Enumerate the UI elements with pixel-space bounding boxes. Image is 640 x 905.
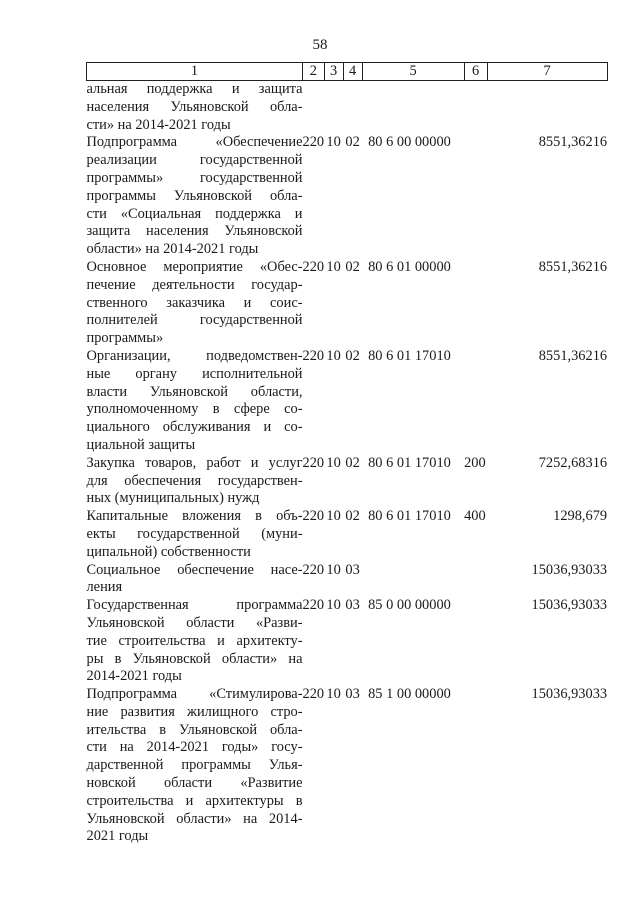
expense-type-code: [464, 686, 487, 846]
item-name-line: Капитальные вложения в объ-: [86, 508, 303, 525]
amount: 8551,36216: [538, 347, 608, 364]
item-name: [87, 348, 303, 455]
table-row: [87, 81, 608, 135]
ministry-code: 220: [302, 347, 325, 364]
item-name: [87, 134, 303, 259]
item-name-line: области» на 2014-2021 годы: [86, 241, 259, 258]
expense-type-code: [464, 348, 487, 455]
section-code: 10: [326, 454, 341, 471]
item-name-line: Подпрограмма «Стимулирова-: [86, 686, 303, 703]
expense-type-code: [464, 597, 487, 686]
item-name-line: Организации, подведомствен-: [86, 347, 303, 364]
header-col-7: 7: [487, 63, 607, 81]
item-name-line: ры в Ульяновской области» на: [86, 650, 303, 667]
item-name-line: строительства и архитектуры в: [86, 792, 303, 809]
item-name-line: сти» на 2014-2021 годы: [86, 116, 231, 133]
item-name-line: Закупка товаров, работ и услуг: [86, 454, 303, 471]
ministry-code: 220: [302, 561, 325, 578]
item-name-line: ные органу исполнительной: [86, 365, 303, 382]
target-article-code: 85 1 00 00000: [368, 686, 451, 703]
header-col-1: 1: [87, 63, 303, 81]
subsection-code: 03: [345, 597, 360, 614]
expense-type-code: [464, 81, 487, 135]
item-name-line: 2021 годы: [86, 828, 149, 845]
amount: 8551,36216: [538, 134, 608, 151]
table-row: [87, 686, 608, 846]
table-row: [87, 134, 608, 259]
expense-type-code: [464, 562, 487, 598]
amount: 15036,93033: [531, 686, 608, 703]
amount: 8551,36216: [538, 258, 608, 275]
subsection-code: 02: [345, 134, 360, 151]
table-row: [87, 348, 608, 455]
expense-type-code: [464, 259, 487, 348]
expense-type-code: 200: [464, 454, 486, 471]
target-article-code: 80 6 01 17010: [368, 454, 451, 471]
subsection-code: 02: [345, 508, 360, 525]
item-name-line: тие строительства и архитекту-: [86, 632, 303, 649]
target-article-code: [362, 562, 464, 598]
item-name-line: печение деятельности государ-: [86, 276, 303, 293]
item-name-line: ительства в Ульяновской обла-: [86, 721, 303, 738]
item-name-line: циального обслуживания и со-: [86, 419, 303, 436]
item-name: [87, 81, 303, 135]
expense-type-code: [464, 134, 487, 259]
ministry-code: 220: [302, 454, 325, 471]
ministry-code: 220: [302, 134, 325, 151]
amount: [487, 81, 607, 135]
item-name-line: населения Ульяновской обла-: [86, 98, 303, 115]
section-code: [324, 81, 343, 135]
section-code: 10: [326, 347, 341, 364]
item-name-line: сти «Социальная поддержка и: [86, 205, 303, 222]
item-name-line: ственного заказчика и соис-: [86, 294, 303, 311]
item-name-line: уполномоченному в сфере со-: [86, 401, 303, 418]
item-name-line: 2014-2021 годы: [86, 668, 182, 685]
item-name-line: защита населения Ульяновской: [86, 223, 303, 240]
subsection-code: 03: [345, 686, 360, 703]
item-name: [87, 597, 303, 686]
header-row: [87, 63, 608, 81]
item-name-line: новской области «Развитие: [86, 775, 303, 792]
item-name-line: программы Ульяновской обла-: [86, 187, 303, 204]
item-name-line: Ульяновской области» на 2014-: [86, 810, 303, 827]
target-article-code: [362, 81, 464, 135]
item-name-line: сти на 2014-2021 годы» госу-: [86, 739, 303, 756]
amount: 15036,93033: [531, 597, 608, 614]
subsection-code: 02: [345, 258, 360, 275]
header-col-3: 3: [324, 63, 343, 81]
item-name-line: ципальной) собственности: [86, 543, 251, 560]
amount: 1298,679: [553, 508, 608, 525]
section-code: 10: [326, 508, 341, 525]
ministry-code: 220: [302, 686, 325, 703]
item-name-line: ных (муниципальных) нужд: [86, 490, 260, 507]
item-name-line: Основное мероприятие «Обес-: [86, 258, 303, 275]
target-article-code: 85 0 00 00000: [368, 597, 451, 614]
item-name-line: для обеспечения государствен-: [86, 472, 303, 489]
target-article-code: 80 6 01 17010: [368, 347, 451, 364]
ministry-code: 220: [302, 508, 325, 525]
target-article-code: 80 6 00 00000: [368, 134, 451, 151]
item-name-line: власти Ульяновской области,: [86, 383, 303, 400]
item-name-line: Ульяновской области «Разви-: [86, 614, 303, 631]
table-row: [87, 562, 608, 598]
item-name-line: Социальное обеспечение насе-: [86, 561, 303, 578]
item-name-line: Подпрограмма «Обеспечение: [86, 134, 303, 151]
item-name-line: программы» государственной: [86, 169, 303, 186]
header-col-6: 6: [464, 63, 487, 81]
amount: 7252,68316: [538, 454, 608, 471]
subsection-code: [343, 81, 362, 135]
item-name-line: ние развития жилищного стро-: [86, 703, 303, 720]
ministry-code: 220: [302, 258, 325, 275]
subsection-code: 03: [345, 561, 360, 578]
item-name-line: альная поддержка и защита: [86, 81, 303, 97]
budget-table: [86, 62, 608, 846]
table-row: [87, 455, 608, 508]
section-code: 10: [326, 134, 341, 151]
expense-type-code: 400: [464, 508, 486, 525]
section-code: 10: [326, 597, 341, 614]
item-name-line: программы»: [86, 330, 164, 347]
header-col-4: 4: [343, 63, 362, 81]
item-name-line: ления: [86, 579, 123, 596]
item-name-line: циальной защиты: [86, 436, 196, 453]
page-number: 58: [312, 37, 328, 53]
item-name: [87, 562, 303, 598]
header-col-2: 2: [303, 63, 325, 81]
item-name-line: Государственная программа: [86, 597, 303, 614]
subsection-code: 02: [345, 454, 360, 471]
target-article-code: 80 6 01 17010: [368, 508, 451, 525]
table-row: [87, 597, 608, 686]
ministry-code: 220: [302, 597, 325, 614]
table-body: [87, 81, 608, 847]
item-name: [87, 455, 303, 508]
target-article-code: 80 6 01 00000: [368, 258, 451, 275]
table-row: [87, 508, 608, 561]
amount: 15036,93033: [531, 561, 608, 578]
subsection-code: 02: [345, 347, 360, 364]
table-header: [87, 63, 608, 81]
section-code: 10: [326, 258, 341, 275]
item-name-line: полнителей государственной: [86, 312, 303, 329]
item-name-line: екты государственной (муни-: [86, 525, 303, 542]
ministry-code: [303, 81, 325, 135]
item-name-line: реализации государственной: [86, 152, 303, 169]
item-name: [87, 686, 303, 846]
table-row: [87, 259, 608, 348]
header-col-5: 5: [362, 63, 464, 81]
item-name: [87, 259, 303, 348]
item-name-line: дарственной программы Улья-: [86, 757, 303, 774]
section-code: 10: [326, 686, 341, 703]
section-code: 10: [326, 561, 341, 578]
item-name: [87, 508, 303, 561]
